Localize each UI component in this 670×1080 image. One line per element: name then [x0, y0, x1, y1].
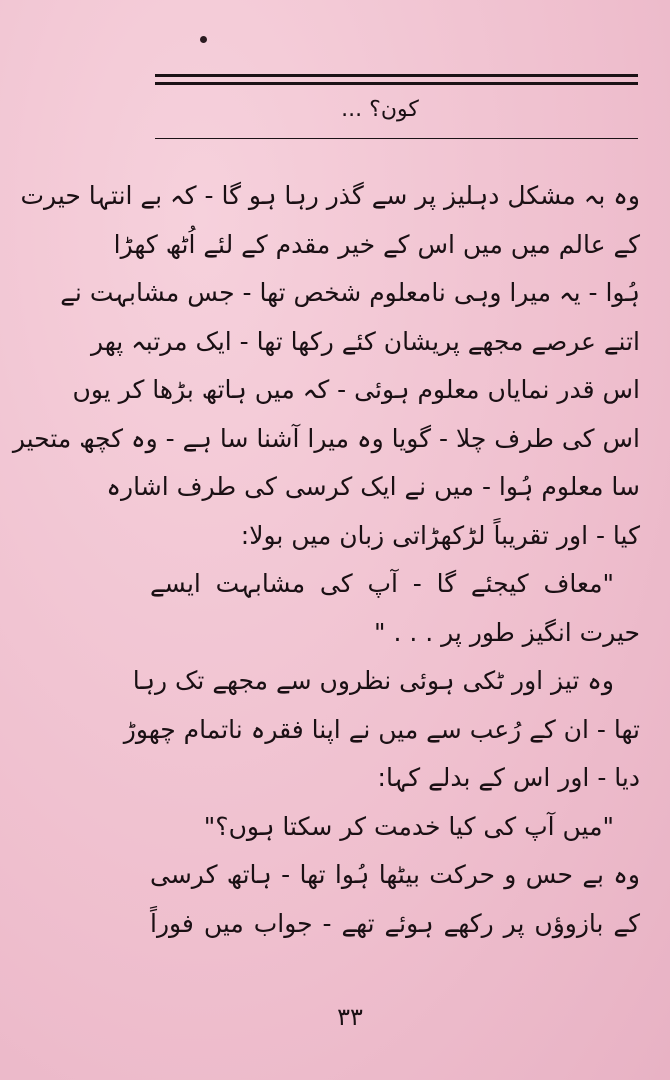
page-number: ۳۳: [337, 1003, 363, 1031]
running-head: کون؟ ...: [341, 97, 419, 122]
text-line: کے بازوؤں پر رکھے ہوئے تھے - جواب میں فوراً: [150, 908, 640, 938]
text-line: وہ تیز اور ٹکی ہوئی نظروں سے مجھے تک رہا: [132, 666, 614, 695]
text-line: کیا - اور تقریباً لڑکھڑاتی زبان میں بولا:: [240, 520, 640, 550]
text-line: حیرت انگیز طور پر . . . ": [374, 617, 640, 647]
text-line: وہ بے حس و حرکت بیٹھا ہُوا تھا - ہاتھ کرسی: [150, 860, 640, 889]
text-line: "معاف کیجئے گا - آپ کی مشابہت ایسے: [150, 569, 614, 598]
ink-dot: [200, 36, 207, 43]
header-rule-middle: [155, 82, 638, 85]
text-line: اس کی طرف چلا - گویا وہ میرا آشنا سا ہے - وہ کچھ متحیر: [12, 423, 640, 453]
header-rule-top: [155, 74, 638, 77]
body-text: [12, 172, 640, 948]
header-rule-bottom: [155, 138, 638, 139]
text-line: کے عالم میں میں اس کے خیر مقدم کے لئے اُٹھ کھڑا: [113, 229, 640, 259]
text-line: تھا - ان کے رُعب سے میں نے اپنا فقرہ ناتمام چھوڑ: [123, 714, 640, 744]
text-line: وہ بہ مشکل دہلیز پر سے گذر رہا ہو گا - کہ بے انتہا حیرت: [20, 181, 640, 210]
text-line: "میں آپ کی کیا خدمت کر سکتا ہوں؟": [203, 811, 614, 841]
text-line: دیا - اور اس کے بدلے کہا:: [377, 763, 640, 792]
text-line: اس قدر نمایاں معلوم ہوئی - کہ میں ہاتھ بڑھا کر یوں: [72, 375, 640, 404]
text-line: اتنے عرصے مجھے پریشان کئے رکھا تھا - ایک مرتبہ پھر: [90, 326, 640, 356]
text-line: سا معلوم ہُوا - میں نے ایک کرسی کی طرف اشارہ: [106, 472, 640, 501]
text-line: ہُوا - یہ میرا وہی نامعلوم شخص تھا - جس مشابہت نے: [60, 278, 640, 307]
